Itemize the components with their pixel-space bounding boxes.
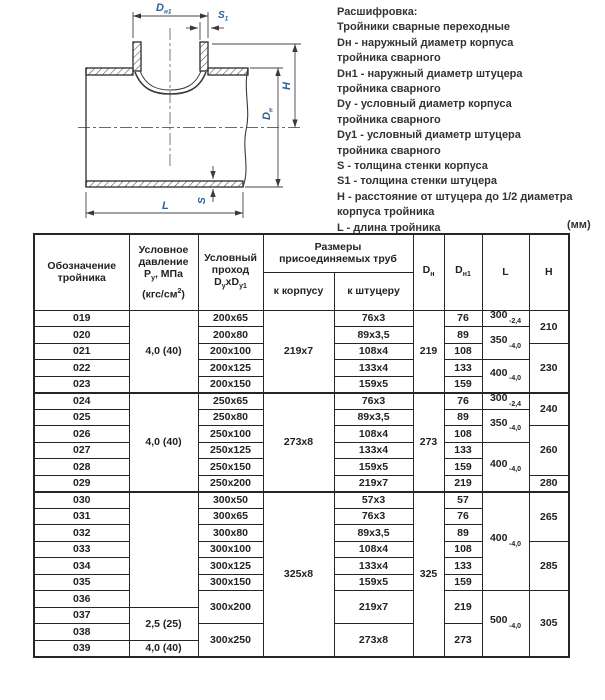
header-text: Условное	[138, 244, 189, 257]
cell-designation: 035	[34, 574, 129, 591]
legend-line: S1 - толщина стенки штуцера	[337, 175, 498, 188]
cell-l: 300 $_{-2,4}$	[482, 393, 529, 410]
cell-pass: 300x80	[198, 525, 263, 542]
cell-pipe-branch: 89x3,5	[334, 525, 413, 542]
cell-pipe-body: 273x8	[263, 393, 334, 492]
cell-pass: 200x80	[198, 327, 263, 344]
cell-pipe-branch: 133x4	[334, 558, 413, 575]
header-text: $P_у$, МПа	[144, 268, 183, 283]
header-text: проход	[211, 263, 250, 276]
cell-designation: 034	[34, 558, 129, 575]
cell-h: 260	[529, 426, 569, 476]
cell-dn1: 219	[444, 475, 482, 492]
cell-designation: 031	[34, 508, 129, 525]
col-header-l: L	[482, 234, 529, 310]
cell-pass: 200x65	[198, 310, 263, 327]
cell-pipe-branch: 273x8	[334, 624, 413, 657]
units-label: (мм)	[567, 219, 591, 231]
col-header-dn1: $D_{н1}$	[444, 234, 482, 310]
cell-dn1: 133	[444, 360, 482, 377]
dim-label-h: H	[281, 82, 293, 90]
cell-dn1: 159	[444, 459, 482, 476]
col-header-designation	[34, 234, 129, 310]
cell-h: 305	[529, 591, 569, 657]
header-text: Условный	[204, 251, 257, 264]
legend-line: корпуса тройника	[337, 206, 435, 219]
cell-pass: 300x125	[198, 558, 263, 575]
cell-designation: 026	[34, 426, 129, 443]
cell-pressure: 2,5 (25)	[129, 607, 198, 640]
cell-designation: 036	[34, 591, 129, 608]
cell-dn1: 159	[444, 574, 482, 591]
legend-title: Расшифровка:	[337, 6, 418, 18]
cell-designation: 019	[34, 310, 129, 327]
cell-dn: 273	[413, 393, 444, 492]
cell-pipe-body: 219x7	[263, 310, 334, 393]
cell-pass: 250x150	[198, 459, 263, 476]
cell-pipe-branch: 133x4	[334, 442, 413, 459]
cell-l: 300 $_{-2,4}$	[482, 310, 529, 327]
cell-pipe-branch: 76x3	[334, 310, 413, 327]
dim-s1	[186, 22, 224, 40]
cell-pass: 300x150	[198, 574, 263, 591]
header-text: $D_уxD_{у1}$	[214, 275, 247, 290]
cell-designation: 037	[34, 607, 129, 624]
col-header-to-branch: к штуцеру	[334, 272, 413, 310]
cell-dn1: 159	[444, 376, 482, 393]
cell-dn1: 89	[444, 327, 482, 344]
legend-line: тройника сварного	[337, 52, 441, 65]
cell-h: 280	[529, 475, 569, 492]
legend-line: S - толщина стенки корпуса	[337, 160, 488, 173]
dim-label-l: L	[162, 200, 169, 212]
cell-dn1: 133	[444, 558, 482, 575]
header-text: Обозначение	[47, 260, 117, 273]
cell-h: 240	[529, 393, 569, 426]
dim-label-s: S	[197, 197, 208, 204]
dim-label-dn1: $D_{н1}$	[156, 2, 172, 16]
legend-line: Dн1 - наружный диаметр штуцера	[337, 67, 523, 80]
cell-pass: 200x100	[198, 343, 263, 360]
dim-dn1	[133, 12, 208, 38]
col-header-pipe-sizes	[263, 234, 413, 272]
cell-pipe-branch: 159x5	[334, 574, 413, 591]
cell-designation: 032	[34, 525, 129, 542]
cell-h: 265	[529, 492, 569, 542]
cell-pipe-branch: 159x5	[334, 376, 413, 393]
cell-pass: 200x150	[198, 376, 263, 393]
cell-pipe-branch: 76x3	[334, 393, 413, 410]
cell-h: 230	[529, 343, 569, 393]
cell-dn1: 108	[444, 426, 482, 443]
cell-pass: 250x80	[198, 409, 263, 426]
cell-dn1: 108	[444, 343, 482, 360]
cell-pass: 250x200	[198, 475, 263, 492]
cell-pipe-branch: 108x4	[334, 426, 413, 443]
cell-pass: 250x125	[198, 442, 263, 459]
center-lines	[78, 28, 301, 166]
cell-dn1: 89	[444, 409, 482, 426]
cell-dn: 325	[413, 492, 444, 657]
cell-dn1: 57	[444, 492, 482, 509]
cell-designation: 030	[34, 492, 129, 509]
header-text: $(кгс/см^2)$	[142, 287, 185, 301]
cell-pressure: 4,0 (40)	[129, 310, 198, 393]
cell-designation: 025	[34, 409, 129, 426]
legend-line: тройника сварного	[337, 83, 441, 96]
tee-fitting-drawing	[0, 0, 330, 228]
cell-pipe-branch: 219x7	[334, 475, 413, 492]
cell-pipe-branch: 57x3	[334, 492, 413, 509]
pipe-walls	[86, 42, 248, 187]
cell-dn1: 273	[444, 624, 482, 657]
cell-l: 400 $_{-4,0}$	[482, 442, 529, 492]
cell-pressure	[129, 492, 198, 608]
cell-pipe-branch: 76x3	[334, 508, 413, 525]
table-row	[34, 492, 569, 509]
cell-designation: 028	[34, 459, 129, 476]
cell-dn1: 108	[444, 541, 482, 558]
cell-pass: 300x65	[198, 508, 263, 525]
cell-l: 350 $_{-4,0}$	[482, 409, 529, 442]
cell-l: 400 $_{-4,0}$	[482, 360, 529, 393]
cell-pass: 300x250	[198, 624, 263, 657]
cell-designation: 033	[34, 541, 129, 558]
cell-l: 400 $_{-4,0}$	[482, 492, 529, 591]
cell-pipe-branch: 108x4	[334, 343, 413, 360]
cell-pipe-body: 325x8	[263, 492, 334, 657]
cell-h: 210	[529, 310, 569, 343]
header-text: присоединяемых труб	[279, 253, 397, 266]
col-header-to-body: к корпусу	[263, 272, 334, 310]
col-header-pass	[198, 234, 263, 310]
cell-dn1: 219	[444, 591, 482, 624]
spec-table	[33, 233, 570, 658]
cell-l: 350 $_{-4,0}$	[482, 327, 529, 360]
cell-designation: 020	[34, 327, 129, 344]
cell-pipe-branch: 89x3,5	[334, 327, 413, 344]
cell-pressure: 4,0 (40)	[129, 640, 198, 657]
dim-label-dn: $D_н$	[261, 108, 275, 120]
col-header-dn: $D_н$	[413, 234, 444, 310]
legend-line: Dу1 - условный диаметр штуцера	[337, 129, 521, 142]
cell-dn1: 76	[444, 310, 482, 327]
cell-pass: 300x200	[198, 591, 263, 624]
legend-line: Dу - условный диаметр корпуса	[337, 98, 512, 111]
cell-pipe-branch: 219x7	[334, 591, 413, 624]
cell-dn1: 76	[444, 393, 482, 410]
legend	[337, 5, 605, 236]
cell-pass: 250x65	[198, 393, 263, 410]
legend-line: H - расстояние от штуцера до 1/2 диаметра	[337, 190, 573, 203]
cell-dn1: 133	[444, 442, 482, 459]
cell-designation: 039	[34, 640, 129, 657]
table-row	[34, 393, 569, 410]
dim-label-s1: $S_1$	[218, 10, 229, 23]
cell-h: 285	[529, 541, 569, 591]
legend-line: L - длина тройника	[337, 221, 441, 234]
header-row-1	[34, 234, 569, 272]
legend-line: тройника сварного	[337, 144, 441, 157]
header-text: давление	[138, 256, 189, 269]
cell-pass: 250x100	[198, 426, 263, 443]
col-header-h: H	[529, 234, 569, 310]
cell-designation: 024	[34, 393, 129, 410]
cell-pipe-branch: 133x4	[334, 360, 413, 377]
col-header-pressure	[129, 234, 198, 310]
header-text: тройника	[57, 272, 106, 285]
cell-l: 500 $_{-4,0}$	[482, 591, 529, 657]
legend-line: Тройники сварные переходные	[337, 21, 511, 34]
cell-pass: 200x125	[198, 360, 263, 377]
cell-pipe-branch: 108x4	[334, 541, 413, 558]
cell-designation: 038	[34, 624, 129, 641]
cell-pressure: 4,0 (40)	[129, 393, 198, 492]
header-text: Размеры	[314, 241, 362, 254]
cell-pipe-branch: 159x5	[334, 459, 413, 476]
cell-pipe-branch: 89x3,5	[334, 409, 413, 426]
legend-line: Dн - наружный диаметр корпуса	[337, 36, 514, 49]
table-row	[34, 310, 569, 327]
cell-designation: 029	[34, 475, 129, 492]
cell-designation: 021	[34, 343, 129, 360]
cell-dn1: 89	[444, 525, 482, 542]
cell-pass: 300x100	[198, 541, 263, 558]
cell-dn1: 76	[444, 508, 482, 525]
cell-designation: 022	[34, 360, 129, 377]
cell-designation: 027	[34, 442, 129, 459]
cell-dn: 219	[413, 310, 444, 393]
legend-line: тройника сварного	[337, 113, 441, 126]
cell-pass: 300x50	[198, 492, 263, 509]
cell-designation: 023	[34, 376, 129, 393]
